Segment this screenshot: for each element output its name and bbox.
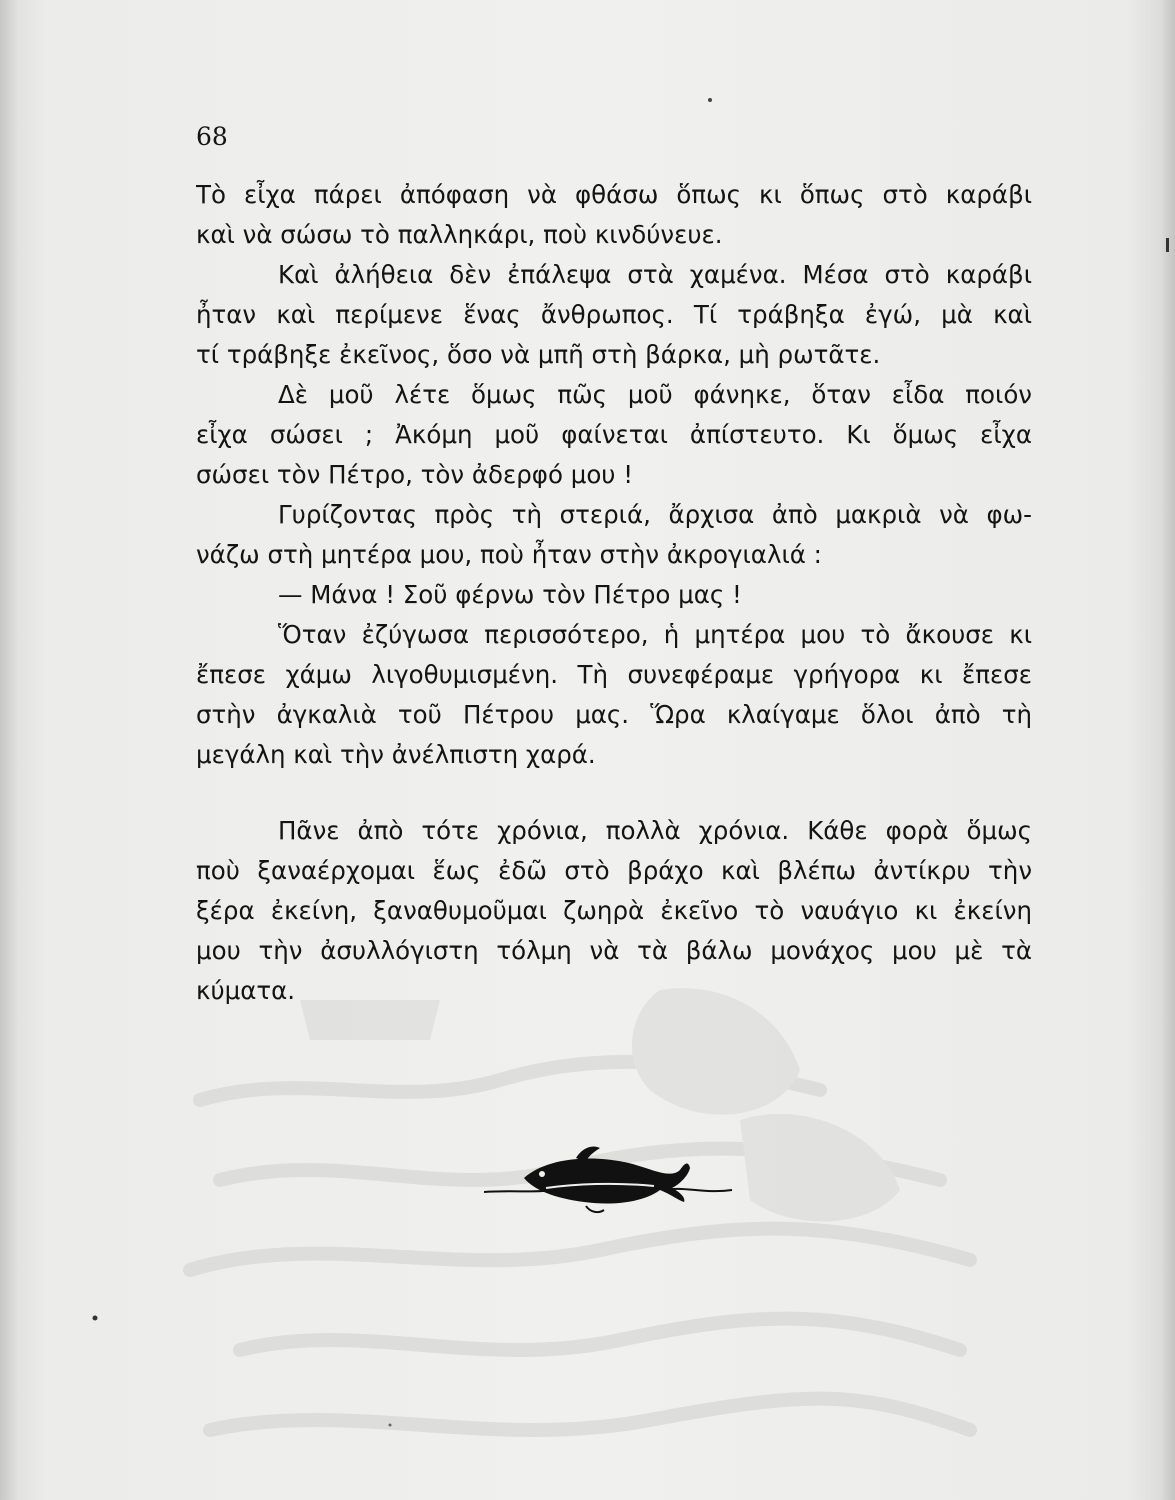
text-line: σώσει τὸν Πέτρο, τὸν ἀδερφό μου !	[196, 460, 634, 489]
text-line: νάζω στὴ μητέρα μου, ποὺ ἦταν στὴν ἀκρογιαλιά :	[196, 540, 822, 569]
text-line: μεγάλη καὶ τὴν ἀνέλπιστη χαρά.	[196, 740, 596, 769]
page-number: 68	[196, 122, 228, 151]
text-line: μου τὴν ἀσυλλόγιστη τόλμη νὰ τὰ βάλω μονάχος μου μὲ τὰ	[196, 936, 1032, 965]
text-line: Τὸ εἶχα πάρει ἀπόφαση νὰ φθάσω ὅπως κι ὅπως στὸ καράβι	[196, 180, 1032, 209]
text-line: κύματα.	[196, 976, 296, 1005]
text-line: ἔπεσε χάμω λιγοθυμισμένη. Τὴ συνεφέραμε γρήγορα κι ἔπεσε	[196, 660, 1032, 689]
text-line: Γυρίζοντας πρὸς τὴ στεριά, ἄρχισα ἀπὸ μακριὰ νὰ φω-	[278, 500, 1032, 529]
text-line: Δὲ μοῦ λέτε ὅμως πῶς μοῦ φάνηκε, ὅταν εἶδα ποιόν	[278, 380, 1032, 409]
text-line: καὶ νὰ σώσω τὸ παλληκάρι, ποὺ κινδύνευε.	[196, 220, 723, 249]
text-line: Ὅταν ἐζύγωσα περισσότερο, ἡ μητέρα μου τὸ ἄκουσε κι	[278, 620, 1032, 649]
text-line: Καὶ ἀλήθεια δὲν ἐπάλεψα στὰ χαμένα. Μέσα στὸ καράβι	[278, 260, 1032, 289]
text-line: τί τράβηξε ἐκεῖνος, ὅσο νὰ μπῆ στὴ βάρκα, μὴ ρωτᾶτε.	[196, 340, 881, 369]
text-line: εἶχα σώσει ; Ἀκόμη μοῦ φαίνεται ἀπίστευτο. Κι ὅμως εἶχα	[196, 420, 1032, 449]
text-line: στὴν ἀγκαλιὰ τοῦ Πέτρου μας. Ὥρα κλαίγαμε ὅλοι ἀπὸ τὴ	[196, 700, 1032, 729]
text-line: ξέρα ἐκείνη, ξαναθυμοῦμαι ζωηρὰ ἐκεῖνο τὸ ναυάγιο κι ἐκείνη	[196, 896, 1032, 925]
text-line: ποὺ ξαναέρχομαι ἕως ἐδῶ στὸ βράχο καὶ βλέπω ἀντίκρυ τὴν	[196, 856, 1032, 885]
text-line: ἦταν καὶ περίμενε ἕνας ἄνθρωπος. Τί τράβηξα ἐγώ, μὰ καὶ	[196, 300, 1032, 329]
text-line: Πᾶνε ἀπὸ τότε χρόνια, πολλὰ χρόνια. Κάθε φορὰ ὅμως	[278, 816, 1032, 845]
text-line: — Μάνα ! Σοῦ φέρνω τὸν Πέτρο μας !	[278, 580, 742, 609]
